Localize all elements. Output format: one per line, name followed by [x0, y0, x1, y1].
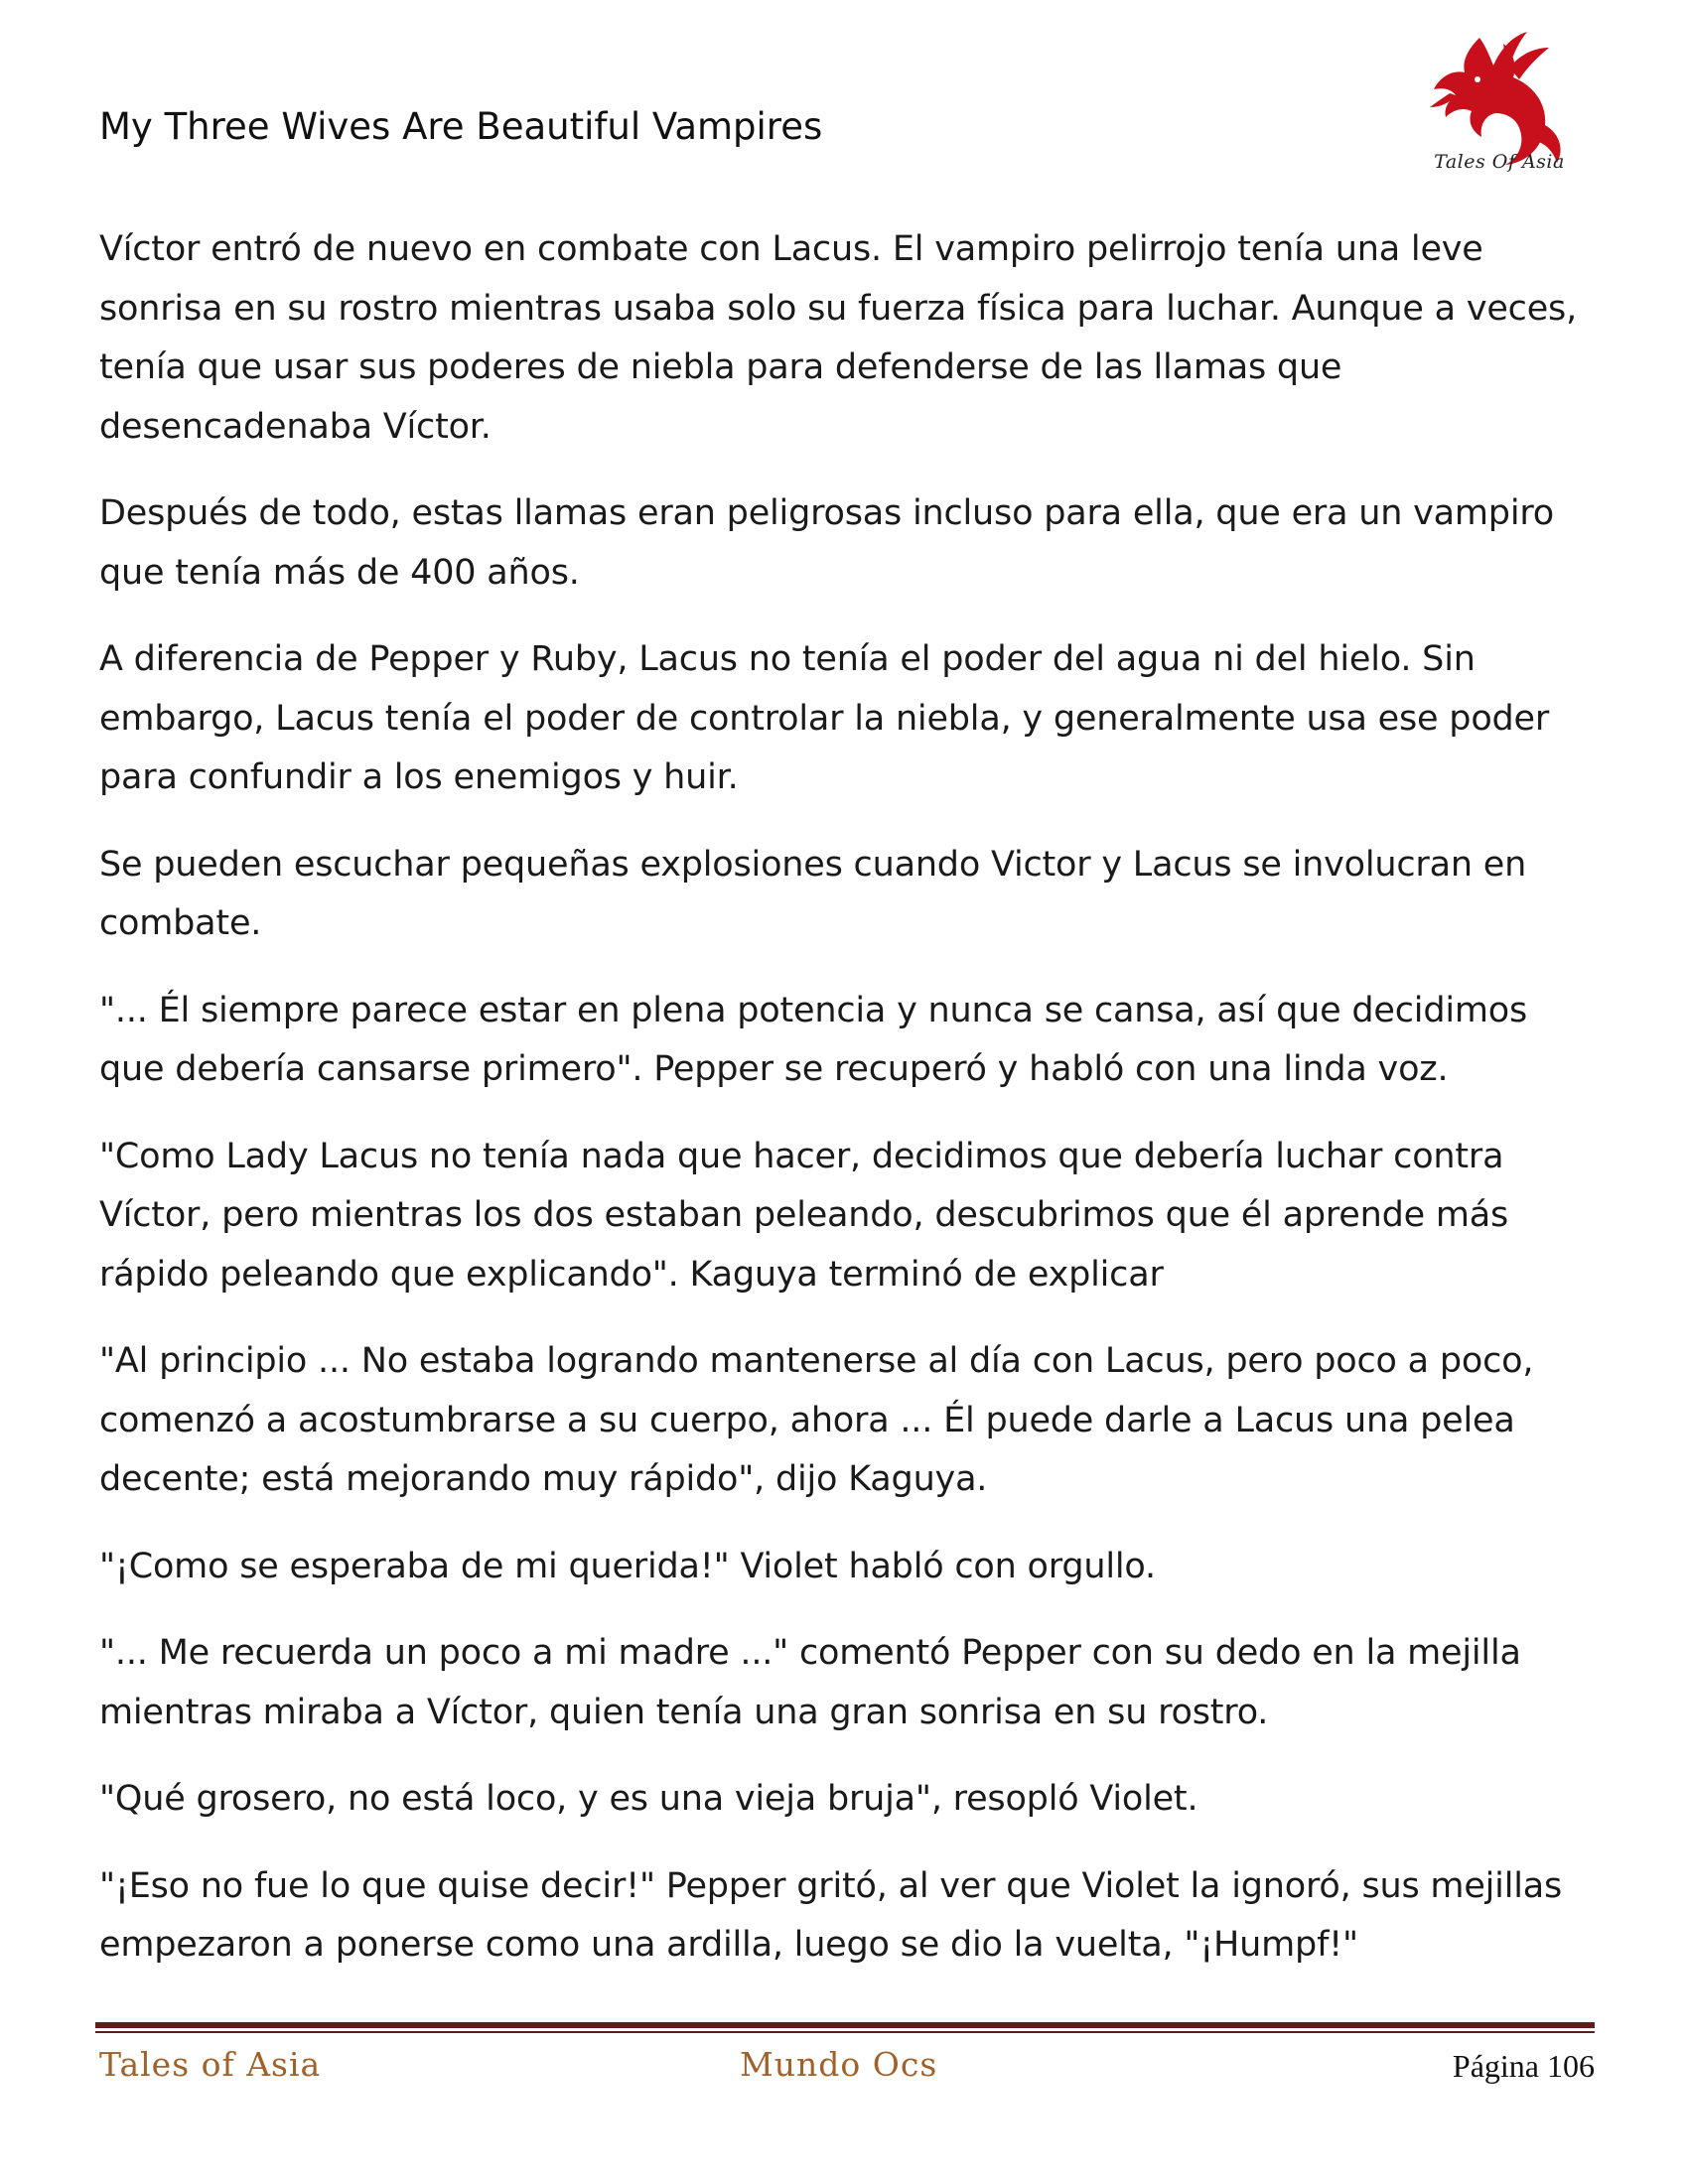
- paragraph: "¡Como se esperaba de mi querida!" Violet habló con orgullo.: [99, 1546, 1156, 1586]
- paragraph: "Como Lady Lacus no tenía nada que hacer, decidimos que debería luchar contra Víctor, pero mientras los dos estaban peleando, descubrimos que él aprende más rápido peleando que explicando". Kaguya terminó de explicar: [99, 1136, 1509, 1295]
- tales-of-asia-logo: [1410, 18, 1589, 187]
- page-header-title: My Three Wives Are Beautiful Vampires: [99, 105, 823, 148]
- paragraph: "Al principio ... No estaba logrando mantenerse al día con Lacus, pero poco a poco, comenzó a acostumbrarse a su cuerpo, ahora ... Él puede darle a Lacus una pelea decente; está mejorando muy rápido", dijo Kaguya.: [99, 1341, 1534, 1499]
- paragraph: "Qué grosero, no está loco, y es una vieja bruja", resopló Violet.: [99, 1779, 1198, 1819]
- paragraph: "... Me recuerda un poco a mi madre ..." comentó Pepper con su dedo en la mejilla mientras miraba a Víctor, quien tenía una gran sonrisa en su rostro.: [99, 1633, 1521, 1732]
- footer-site-name: Tales of Asia: [99, 2045, 322, 2084]
- paragraph: "¡Eso no fue lo que quise decir!" Pepper gritó, al ver que Violet la ignoró, sus mejillas empezaron a ponerse como una ardilla, luego se dio la vuelta, "¡Humpf!": [99, 1865, 1563, 1965]
- chapter-body: [99, 220, 1601, 2003]
- paragraph: Víctor entró de nuevo en combate con Lacus. El vampiro pelirrojo tenía una leve sonrisa en su rostro mientras usaba solo su fuerza física para luchar. Aunque a veces, tenía que usar sus poderes de niebla para defenderse de las llamas que desencadenaba Víctor.: [99, 229, 1578, 447]
- paragraph: "... Él siempre parece estar en plena potencia y nunca se cansa, así que decidimos que debería cansarse primero". Pepper se recuperó y habló con una linda voz.: [99, 990, 1527, 1089]
- paragraph: A diferencia de Pepper y Ruby, Lacus no tenía el poder del agua ni del hielo. Sin embargo, Lacus tenía el poder de controlar la niebla, y generalmente usa ese poder para confundir a los enemigos y huir.: [99, 639, 1550, 797]
- page-number: Página 106: [1452, 2048, 1595, 2084]
- logo-caption: Tales Of Asia: [1434, 151, 1565, 173]
- paragraph: Después de todo, estas llamas eran peligrosas incluso para ella, que era un vampiro que tenía más de 400 años.: [99, 493, 1554, 593]
- paragraph: Se pueden escuchar pequeñas explosiones cuando Victor y Lacus se involucran en combate.: [99, 844, 1527, 943]
- footer-divider-thin: [95, 2031, 1595, 2033]
- footer-divider: [95, 2022, 1595, 2028]
- footer-section-name: Mundo Ocs: [740, 2045, 938, 2084]
